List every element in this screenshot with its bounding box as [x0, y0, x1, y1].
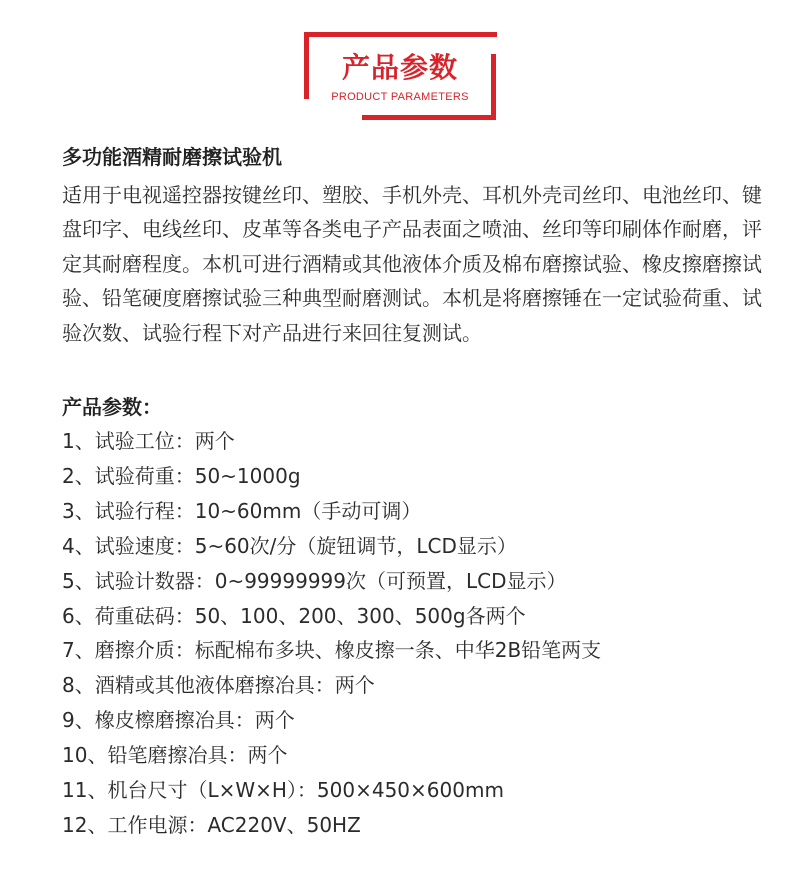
param-item: 8、酒精或其他液体磨擦冶具：两个	[62, 673, 375, 698]
param-item: 9、橡皮檫磨擦冶具：两个	[62, 708, 295, 733]
badge-subtitle: PRODUCT PARAMETERS	[331, 91, 469, 103]
param-item: 11、机台尺寸（L×W×H）：500×450×600mm	[62, 778, 504, 803]
param-list	[62, 424, 762, 843]
param-item: 12、工作电源：AC220V、50HZ	[62, 813, 361, 837]
params-heading: 产品参数：	[62, 395, 162, 420]
product-description: 适用于电视遥控器按键丝印、塑胶、手机外壳、耳机外壳司丝印、电池丝印、键盘印字、电线丝印、皮革等各类电子产品表面之喷油、丝印等印刷体作耐磨，评定其耐磨程度。本机可进行酒精或其他液体介质及棉布磨擦试验、橡皮擦磨擦试验、铅笔硬度磨擦试验三种典型耐磨测试。本机是将磨擦锤在一定试验荷重、试验次数、试验行程下对产品进行来回往复测试。	[62, 183, 762, 345]
badge-title: 产品参数	[341, 51, 458, 84]
section-title-badge	[304, 32, 496, 118]
product-name: 多功能酒精耐磨擦试验机	[62, 145, 282, 169]
param-item: 2、试验荷重：50~1000g	[62, 463, 301, 488]
param-item: 1、试验工位：两个	[62, 429, 235, 454]
product-content	[62, 142, 762, 843]
param-item: 6、荷重砝码：50、100、200、300、500g各两个	[62, 603, 526, 628]
param-item: 3、试验行程：10~60mm（手动可调）	[62, 498, 422, 523]
param-item: 10、铅笔磨擦冶具：两个	[62, 743, 288, 768]
param-item: 4、试验速度：5~60次/分（旋钮调节，LCD显示）	[62, 533, 517, 558]
param-item: 7、磨擦介质：标配棉布多块、橡皮擦一条、中华2B铅笔两支	[62, 638, 602, 663]
param-item: 5、试验计数器：0~99999999次（可预置，LCD显示）	[62, 568, 567, 593]
